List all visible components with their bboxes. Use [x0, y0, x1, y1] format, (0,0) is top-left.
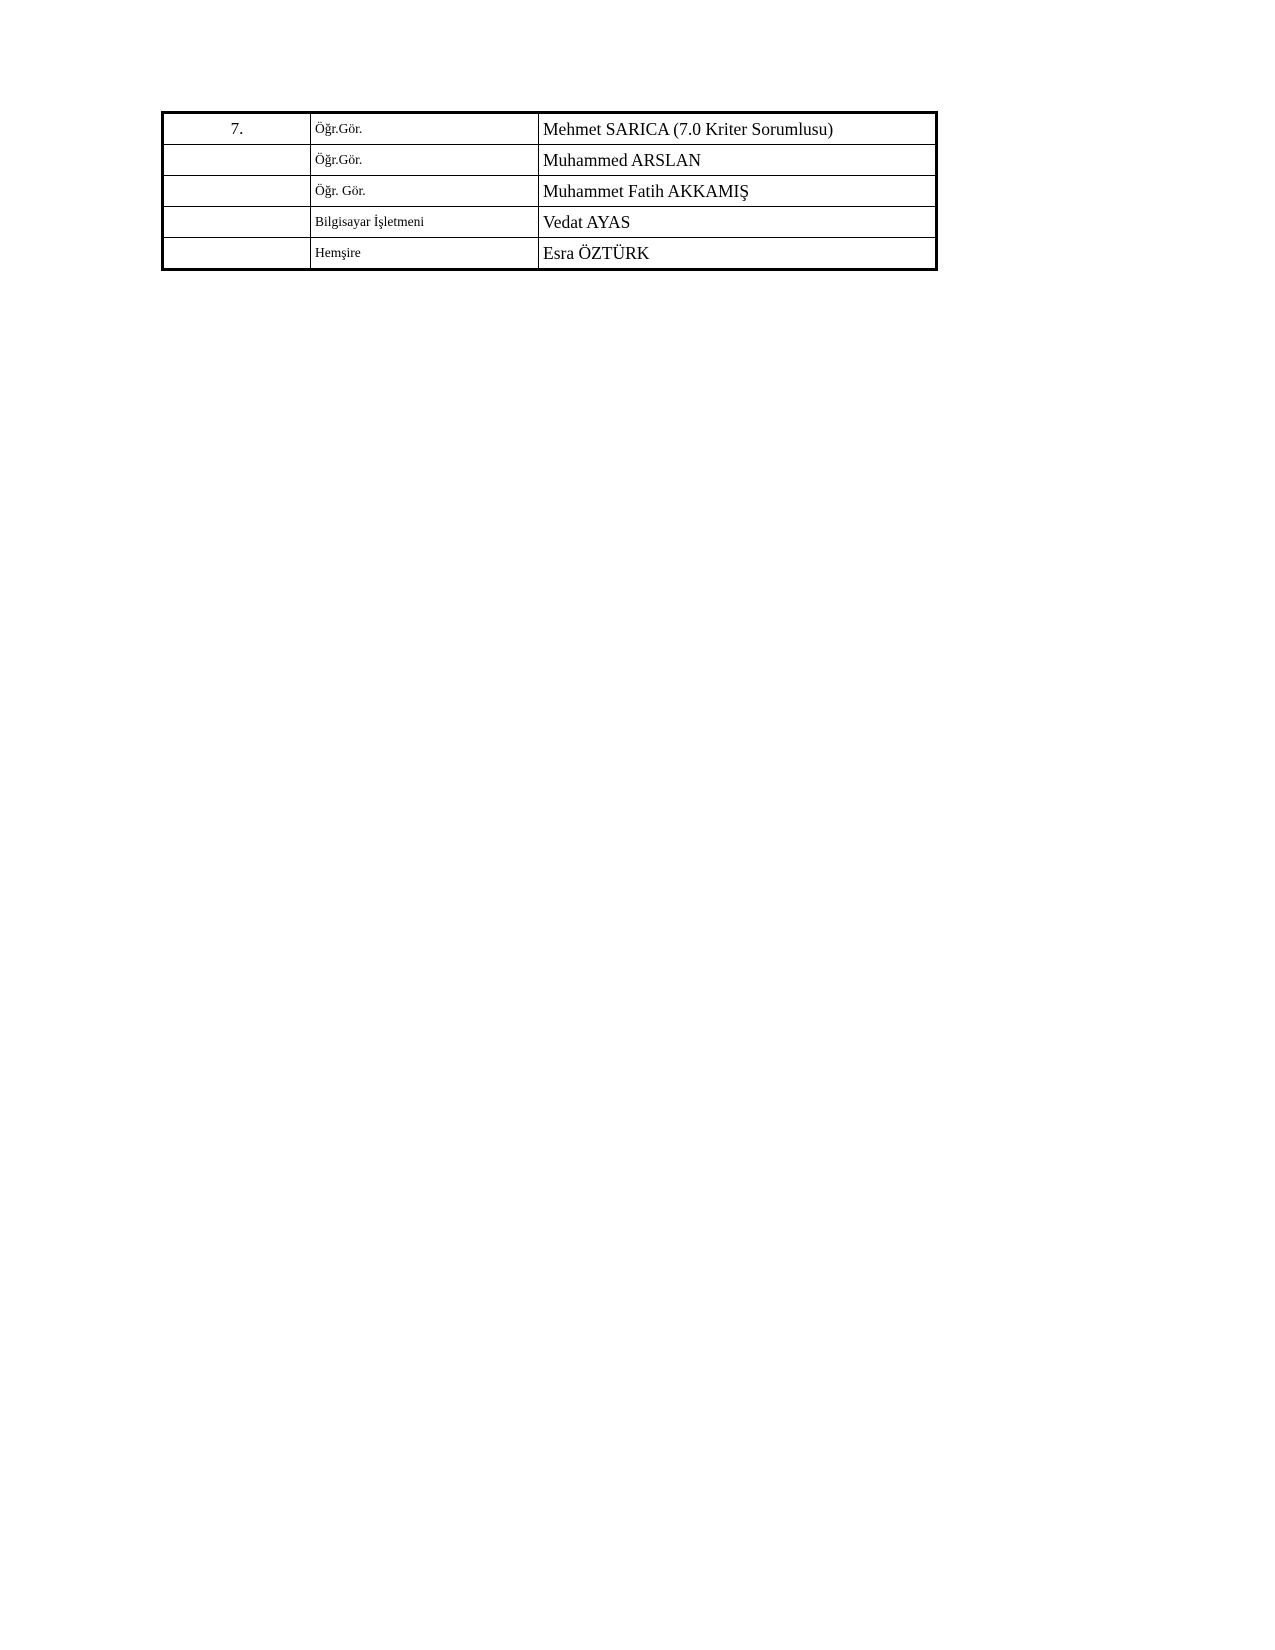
title-cell: Bilgisayar İşletmeni: [311, 207, 539, 238]
table-row: [163, 145, 937, 176]
name-cell: Esra ÖZTÜRK: [539, 238, 937, 270]
table-row: [163, 176, 937, 207]
row-number-cell: [163, 207, 311, 238]
row-number-cell: 7.: [163, 113, 311, 145]
name-cell: Muhammet Fatih AKKAMIŞ: [539, 176, 937, 207]
name-cell: Vedat AYAS: [539, 207, 937, 238]
staff-table: [161, 111, 938, 271]
row-number-cell: [163, 176, 311, 207]
row-number-cell: [163, 238, 311, 270]
title-cell: Öğr.Gör.: [311, 145, 539, 176]
name-cell: Mehmet SARICA (7.0 Kriter Sorumlusu): [539, 113, 937, 145]
table-row: [163, 113, 937, 145]
table-row: [163, 238, 937, 270]
title-cell: Öğr. Gör.: [311, 176, 539, 207]
title-cell: Hemşire: [311, 238, 539, 270]
name-cell: Muhammed ARSLAN: [539, 145, 937, 176]
title-cell: Öğr.Gör.: [311, 113, 539, 145]
row-number-cell: [163, 145, 311, 176]
table-row: [163, 207, 937, 238]
